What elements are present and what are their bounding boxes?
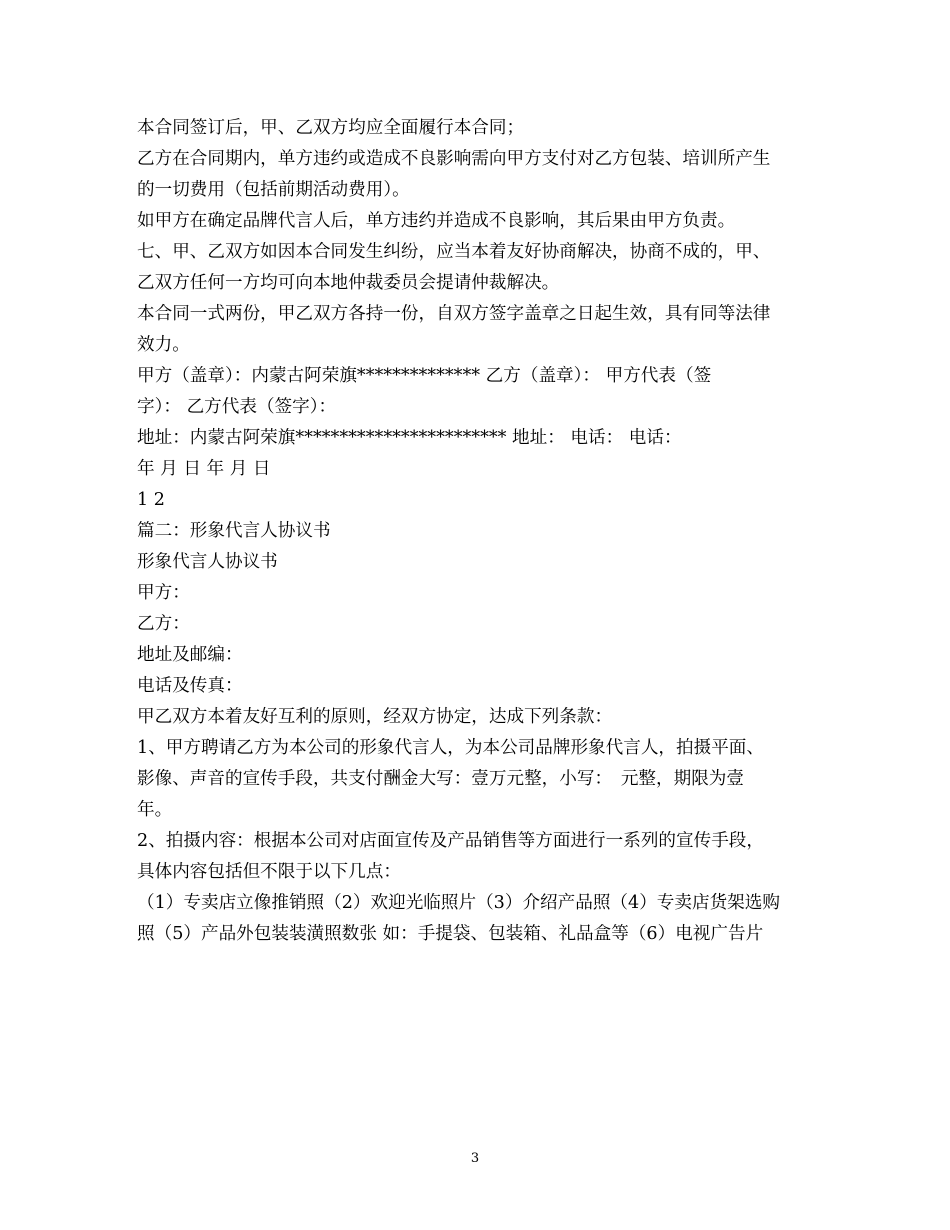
- text-line: 1、甲方聘请乙方为本公司的形象代言人，为本公司品牌形象代言人，拍摄平面、: [137, 738, 764, 758]
- party-a-field: 甲方：: [137, 583, 190, 603]
- text-line: 字）： 乙方代表（签字）：: [137, 397, 337, 417]
- party-b-field: 乙方：: [137, 614, 190, 634]
- text-line: 甲乙双方本着友好互利的原则，经双方协定，达成下列条款：: [137, 707, 613, 727]
- text-line: 年。: [137, 800, 173, 820]
- text-line: 照（5）产品外包装装潢照数张 如：手提袋、包装箱、礼品盒等（6）电视广告片: [137, 924, 764, 944]
- text-line: 年 月 日 年 月 日: [137, 459, 271, 479]
- phone-fax-field: 电话及传真：: [137, 676, 243, 696]
- text-line: 如甲方在确定品牌代言人后，单方违约并造成不良影响，其后果由甲方负责。: [137, 211, 736, 231]
- text-line: 甲方（盖章）：内蒙古阿荣旗************** 乙方（盖章）： 甲方代表（签: [137, 366, 712, 386]
- text-line: 本合同一式两份，甲乙双方各持一份，自双方签字盖章之日起生效，具有同等法律: [137, 304, 771, 324]
- text-line: 影像、声音的宣传手段，共支付酬金大写：壹万元整，小写： 元整，期限为壹: [137, 769, 744, 789]
- text-line: 的一切费用（包括前期活动费用）。: [137, 180, 410, 200]
- document-title: 形象代言人协议书: [137, 552, 278, 572]
- address-postcode-field: 地址及邮编：: [137, 645, 243, 665]
- text-line: 地址：内蒙古阿荣旗************************ 地址： 电话： 电话：: [137, 428, 682, 448]
- text-line: 乙方在合同期内，单方违约或造成不良影响需向甲方支付对乙方包装、培训所产生: [137, 149, 771, 169]
- text-line: 效力。: [137, 335, 190, 355]
- text-line: 本合同签订后，甲、乙双方均应全面履行本合同；: [137, 118, 525, 138]
- page-number: 3: [470, 1151, 480, 1166]
- text-line: 具体内容包括但不限于以下几点：: [137, 862, 401, 882]
- text-line: 1 2: [137, 490, 165, 510]
- document-body: [137, 113, 827, 950]
- text-line: 乙双方任何一方均可向本地仲裁委员会提请仲裁解决。: [137, 273, 560, 293]
- text-line: 2、拍摄内容：根据本公司对店面宣传及产品销售等方面进行一系列的宣传手段，: [137, 831, 764, 851]
- text-line: 七、甲、乙双方如因本合同发生纠纷，应当本着友好协商解决，协商不成的，甲、: [137, 242, 771, 262]
- section-heading: 篇二：形象代言人协议书: [137, 521, 331, 541]
- text-line: （1）专卖店立像推销照（2）欢迎光临照片（3）介绍产品照（4）专卖店货架选购: [137, 893, 780, 913]
